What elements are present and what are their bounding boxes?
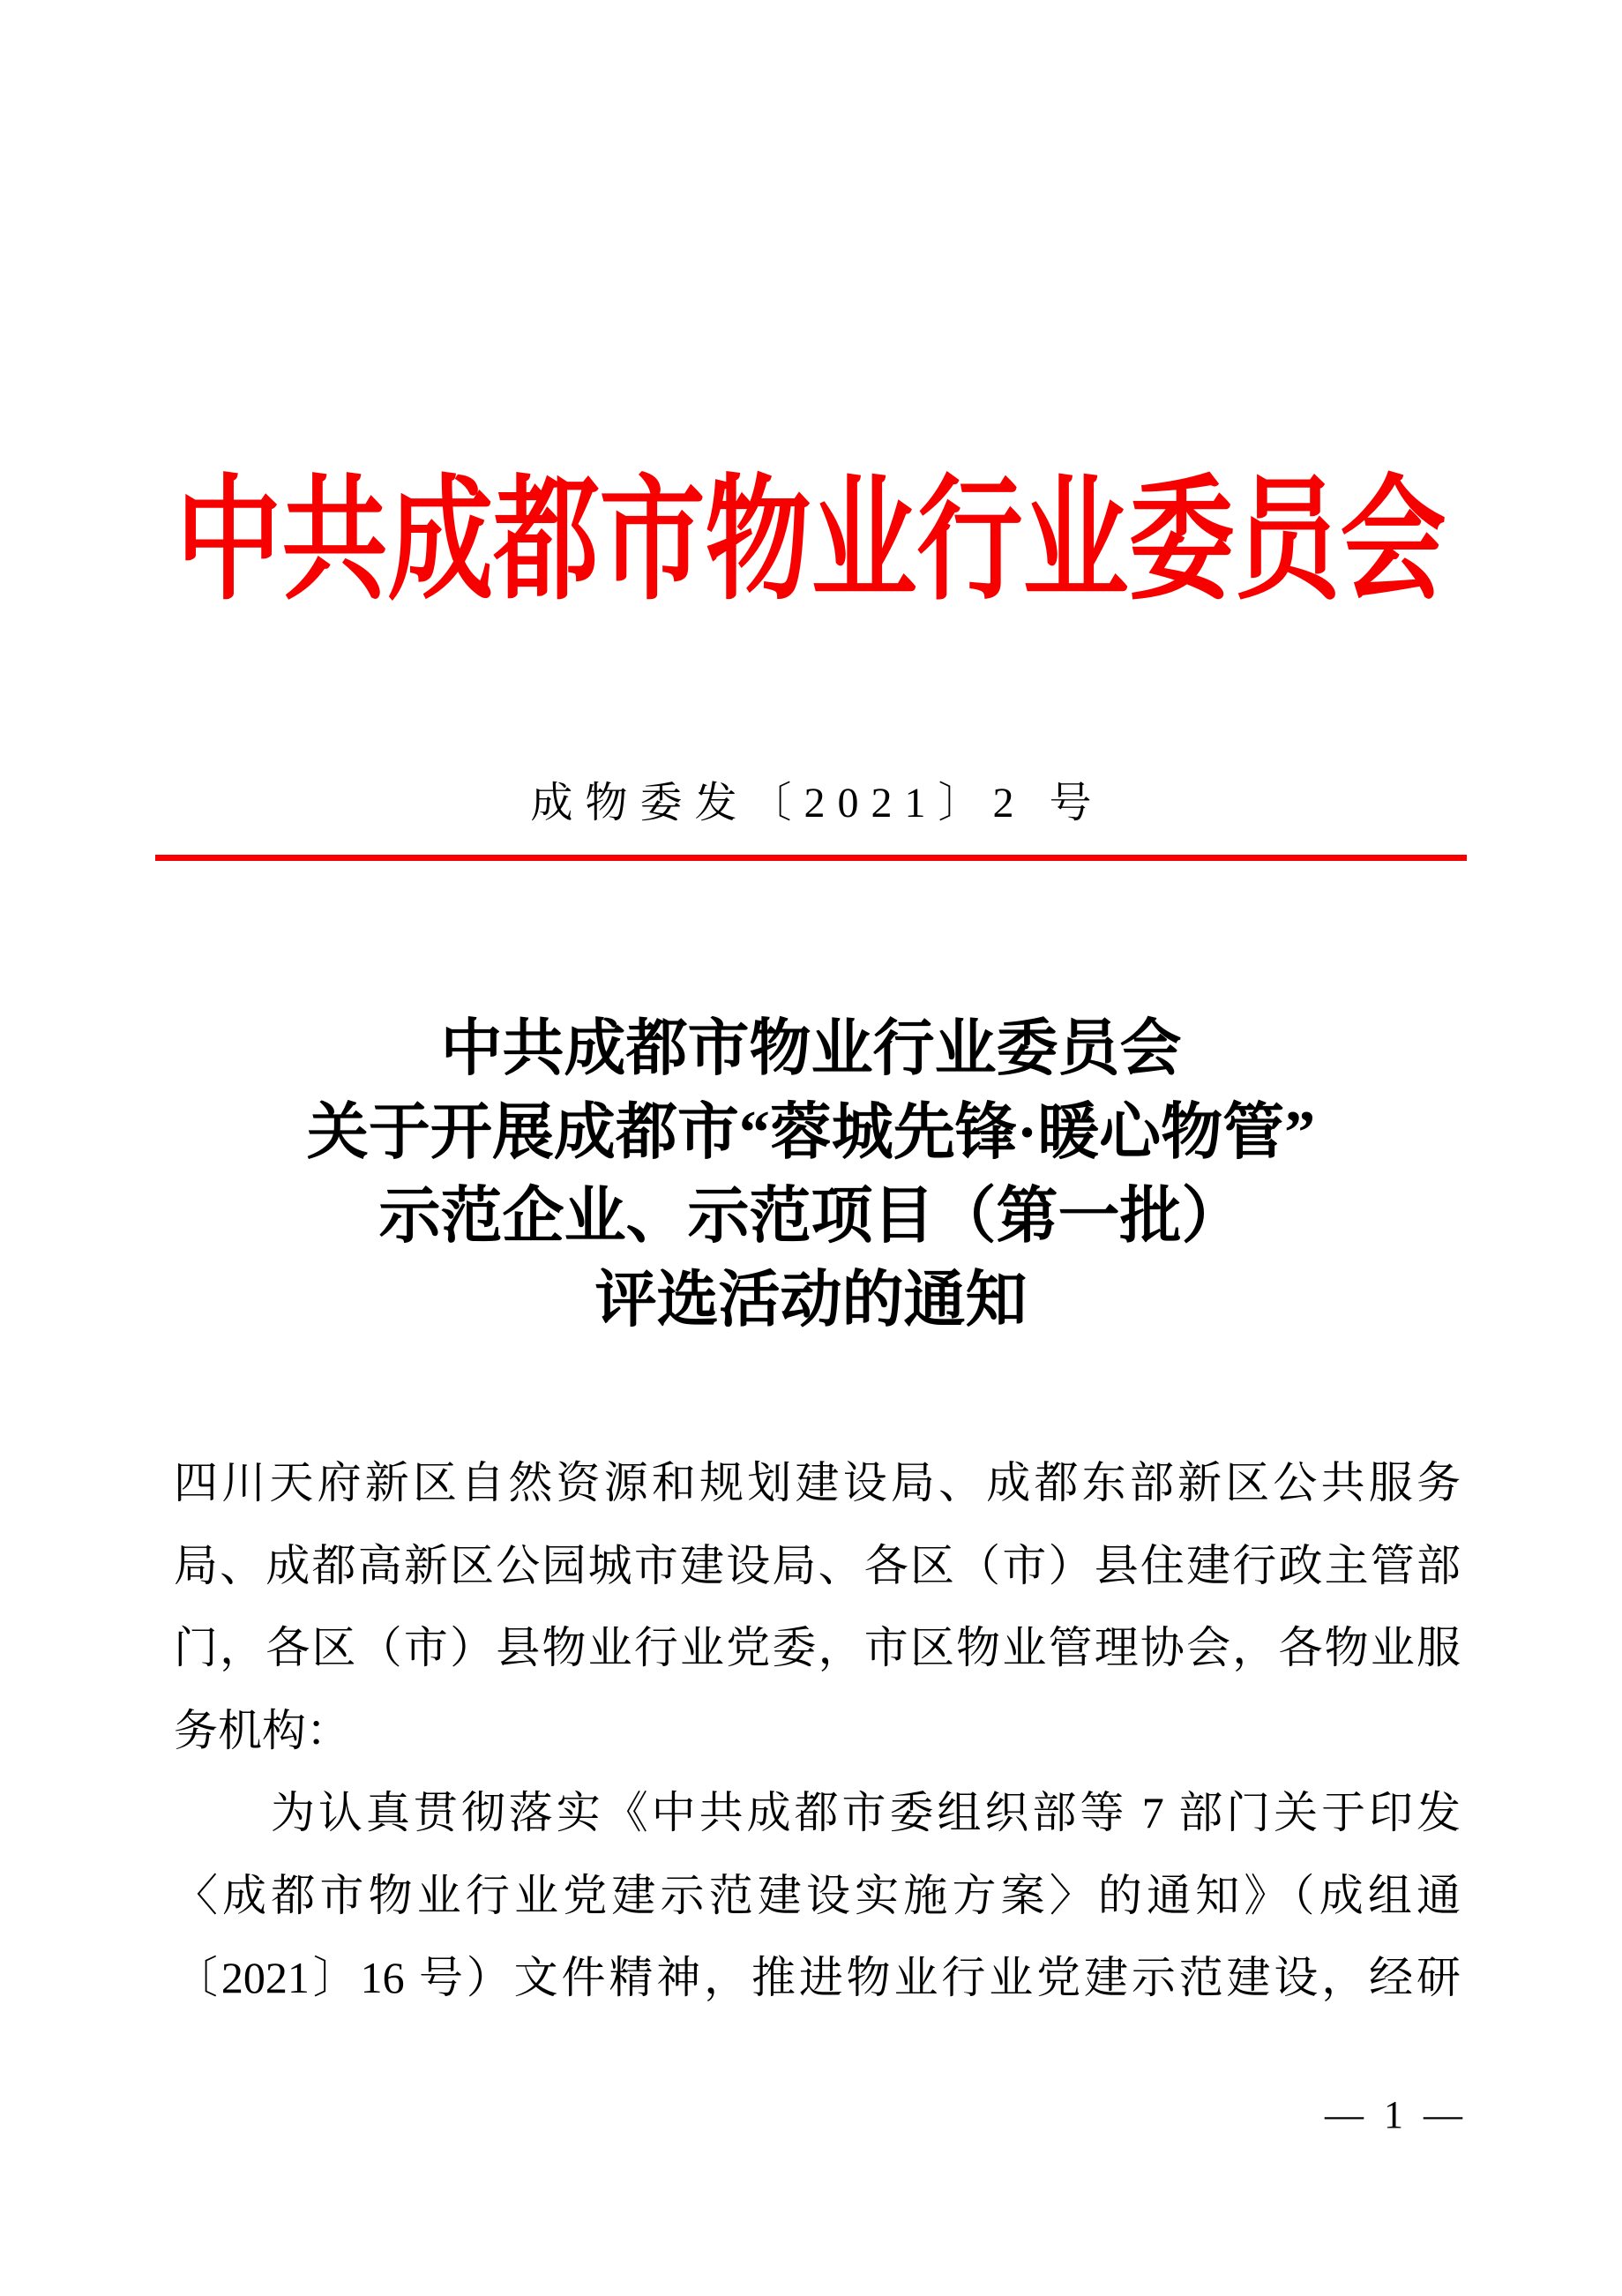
notice-title-line-4: 评选活动的通知 bbox=[594, 1267, 1028, 1335]
doc-number: 成物委发〔2021〕2 号 bbox=[530, 780, 1104, 826]
notice-title-line-1: 中共成都市物业行业委员会 bbox=[440, 1015, 1182, 1083]
body-line: 门，各区（市）县物业行业党委，市区物业管理协会，各物业服 bbox=[174, 1623, 1461, 1672]
body-line: 〔2021〕16 号）文件精神，推进物业行业党建示范建设，经研 bbox=[174, 1953, 1461, 2002]
body-line: 局、成都高新区公园城市建设局、各区（市）县住建行政主管部 bbox=[174, 1540, 1461, 1590]
page-number: — 1 — bbox=[1325, 2093, 1468, 2136]
body-line: 四川天府新区自然资源和规划建设局、成都东部新区公共服务 bbox=[174, 1458, 1461, 1507]
notice-title bbox=[0, 1007, 1622, 1342]
notice-title-line-2: 关于开展成都市“蓉城先锋·暖心物管” bbox=[306, 1099, 1316, 1167]
red-separator-line bbox=[155, 855, 1467, 861]
body-text bbox=[174, 1442, 1461, 2020]
body-line: 〈成都市物业行业党建示范建设实施方案〉的通知》（成组通 bbox=[174, 1870, 1461, 1920]
notice-title-line-3: 示范企业、示范项目（第一批） bbox=[378, 1183, 1244, 1251]
body-line: 务机构： bbox=[174, 1705, 350, 1755]
body-line: 为认真贯彻落实《中共成都市委组织部等 7 部门关于印发 bbox=[271, 1788, 1461, 1837]
letterhead-title: 中共成都市物业行业委员会 bbox=[176, 467, 1446, 617]
